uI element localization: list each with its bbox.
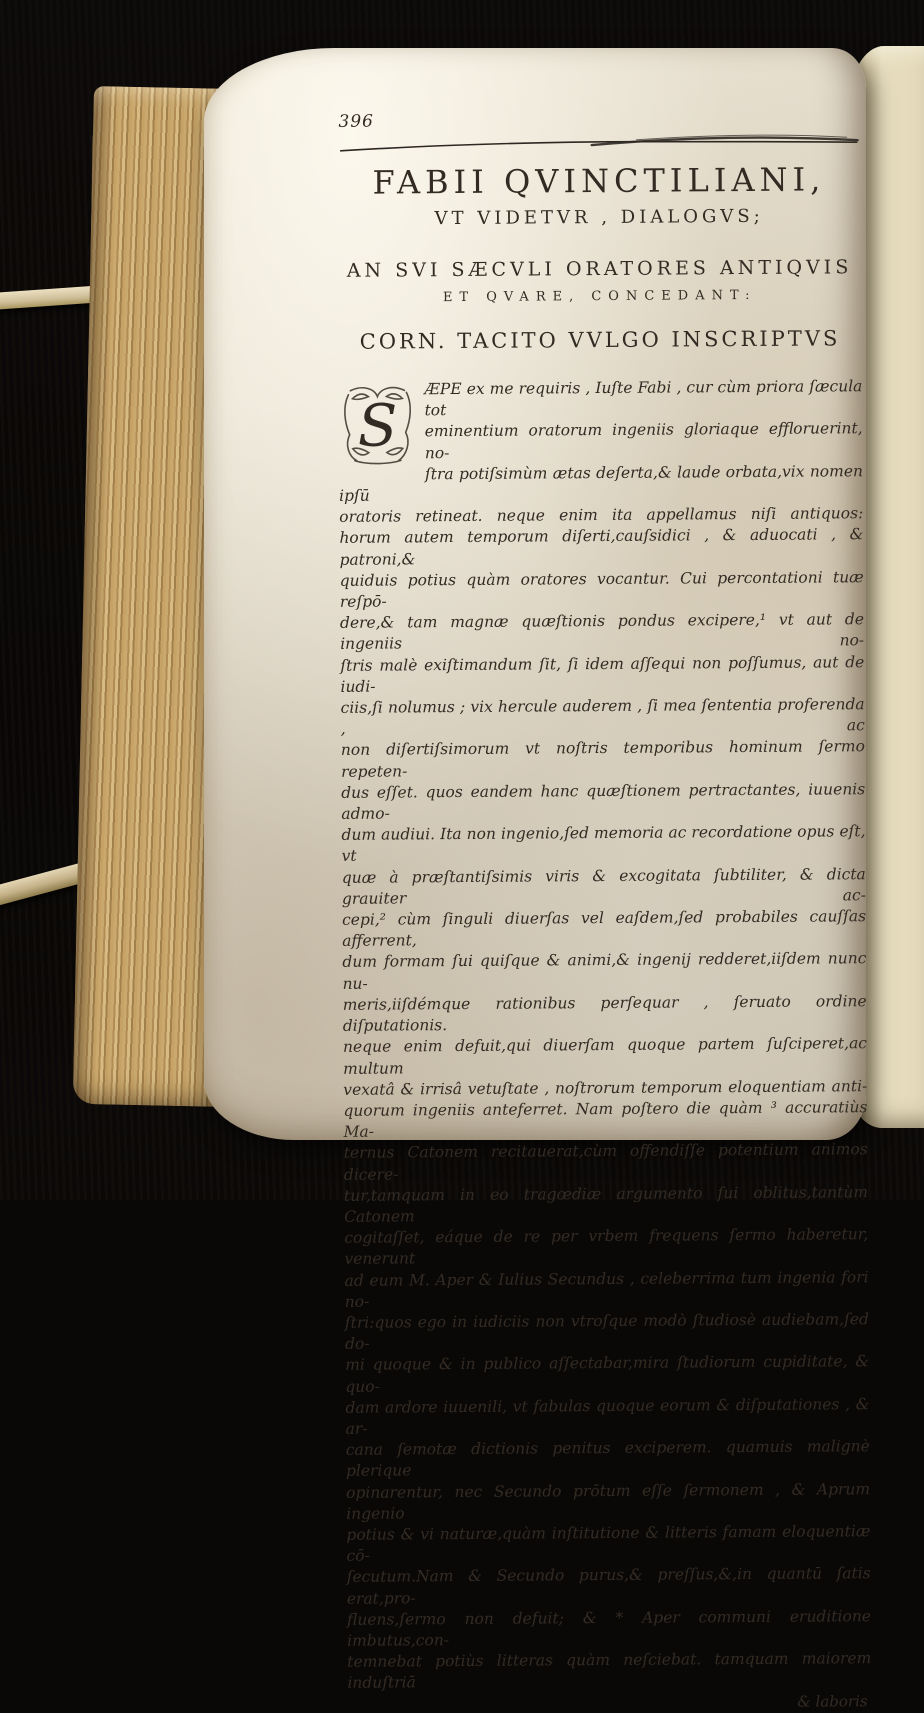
body-text-line: neque enim defuit,qui diuerſam quoque partem ſuſciperet,ac multum [342,1034,868,1078]
page-number: 396 [338,111,375,132]
headpiece-rule [337,130,861,158]
page-content [336,100,871,1713]
title-line-5: CORN. TACITO VVLGO INSCRIPTVS [359,326,841,354]
body-text-line: vexatâ & irrisâ vetuſtate , noſtrorum temporum eloquentiam anti- [343,1076,868,1099]
body-text-line: ternus Catonem recitauerat,cùm offendiſſe potentium animos dicere- [343,1140,868,1184]
body-text-line: ſtri:quos ego in iudiciis non vtroſque modò ſtudiosè audiebam,ſed do- [344,1310,869,1353]
body-text-line: tur,tamquam in eo tragœdiæ argumento ſui oblitus,tantùm Catonem [343,1182,869,1226]
body-text-line: quæ à præſtantiſsimis viris & excogitata ſubtiliter, & dicta grauiter ac- [341,864,866,908]
body-text-line: ÆPE ex me requiris , Iuſte Fabi , cur cùm priora ſæcula tot [424,377,863,420]
body-text-line: mi quoque & in publico aſſectabar,mira ſtudiorum cupiditate, & quo- [345,1352,870,1396]
title-line-3: AN SVI SÆCVLI ORATORES ANTIQVIS [346,256,853,282]
body-text-line: quorum ingeniis anteferret. Nam poſtero die quàm ³ accuratiùs Ma- [343,1098,868,1141]
body-text-line: eminentium oratorum ingeniis gloriaque effloruerint, no- [424,419,863,462]
body-text-line: ſtris malè exiſtimandum ſit, ſi idem aſſequi non poſſumus, aut de iudi- [340,652,865,696]
body-text-line: dere,& tam magnæ quæſtionis pondus excipere,¹ vt aut de ingeniis no- [339,610,865,654]
body-text-line: cana ſemotæ dictionis penitus exciperem. quamuis malignè plerique [345,1437,870,1481]
body-text-line: ſecutum.Nam & Secundo purus,& preſſus,&,in quantū ſatis erat,pro- [346,1564,871,1608]
body-text-line: oratoris retineat. neque enim ita appellamus niſi antiquos: [339,504,864,527]
body-text-line: ciis,ſi nolumus ; vix hercule auderem , ſi mea ſententia proferenda , ac [340,695,865,739]
body-text-line: dum audiui. Ita non ingenio,ſed memoria ac recordatione opus eſt, vt [341,822,866,866]
title-block [337,160,862,354]
title-line-1: FABII QVINCTILIANI, [372,160,826,202]
body-text-line: dam ardore iuuenili, vt fabulas quoque eorum & diſputationes , & ar- [345,1394,870,1438]
body-text-line: horum autem temporum diſerti,cauſsidici , & aduocati , & patroni,& [339,525,864,569]
title-line-4: ET QVARE, CONCEDANT: [442,287,757,306]
body-text-line: dus eſſet. quos eandem hanc quæſtionem pertractantes, iuuenis admo- [341,780,866,823]
catchword: & laboris [797,1691,868,1711]
body-text-line: cepi,² cùm ſinguli diuerſas vel eaſdem,ſed probabiles cauſſas afferrent, [342,907,867,951]
body-paragraph [338,376,871,1694]
body-text-line: quiduis potius quàm oratores vocantur. Cui percontationi tuæ reſpō- [339,568,864,611]
svg-text:S: S [357,391,398,460]
body-text-line: ad eum M. Aper & Iulius Secundus , celeberrima tum ingenia fori no- [344,1267,869,1311]
decorated-initial-s-icon [340,382,415,466]
body-text-line: non diſertiſsimorum vt noſtris temporibus hominum ſermo repeten- [340,737,865,781]
body-text-line: opinarentur, nec Secundo prōtum eſſe ſermonem , & Aprum ingenio [346,1479,871,1523]
body-text-line: cogitaſſet, eáque de re per vrbem frequens ſermo haberetur, venerunt [344,1225,869,1269]
body-text-line: dum formam ſui quiſque & animi,& ingenij redderet,iiſdem nunc nu- [342,949,867,993]
book-page [204,48,872,1711]
body-text-line: fluens,ſermo non defuit; & * Aper communi eruditione imbutus,con- [346,1606,872,1650]
title-line-2: VT VIDETVR , DIALOGVS; [434,205,764,230]
body-text-line: potius & vi naturæ,quàm inſtitutione & litteris famam eloquentiæ cō- [346,1522,871,1565]
body-text-line: meris,iiſdémque rationibus perſequar , ſeruato ordine diſputationis. [342,992,867,1035]
body-text-line: ſtra potiſsimùm ætas deſerta,& laude orbata,vix nomen ipſū [339,461,864,505]
body-lines [338,376,871,1694]
body-text-line: temnebat potiùs litteras quàm neſciebat. tamquam maiorem induſtriā [347,1649,872,1693]
